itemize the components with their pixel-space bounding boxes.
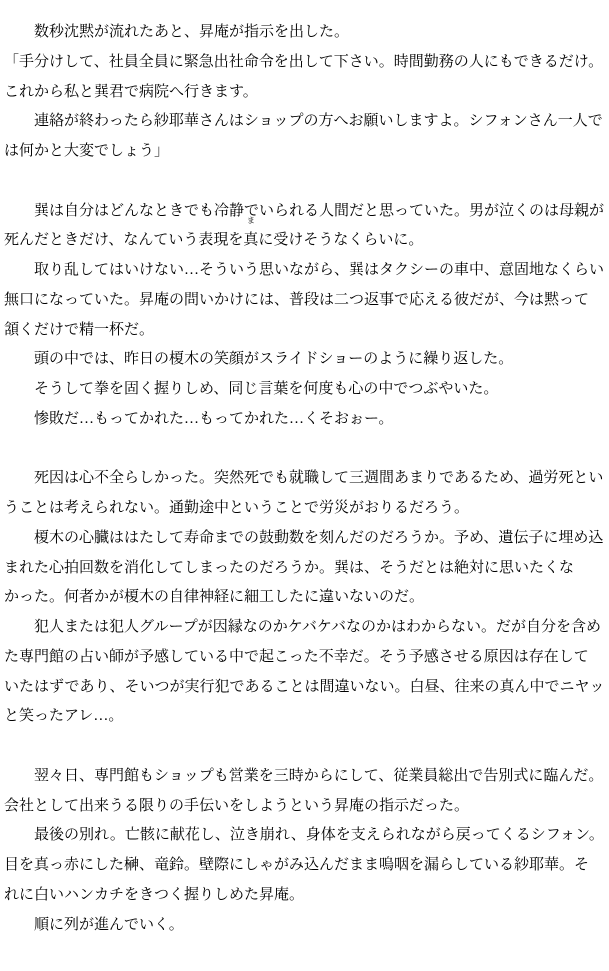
text-line: た専門館の占い師が予感している中で起こった不幸だ。そう予感させる原因は存在して bbox=[4, 648, 589, 665]
text-line: これから私と巽君で病院へ行きます。 bbox=[4, 83, 258, 100]
text-line: 巽は自分はどんなときでも冷静でいられる人間だと思っていた。男が泣くのは母親が bbox=[4, 202, 605, 219]
text-line: いたはずであり、そいつが実行犯であることは間違いない。白昼、往来の真ん中でニヤッ bbox=[4, 678, 605, 695]
text-line: 惨敗だ…もってかれた…もってかれた…くそおぉー。 bbox=[4, 410, 394, 427]
text-line: 数秒沈黙が流れたあと、昇庵が指示を出した。 bbox=[4, 24, 350, 40]
ruby-annotation: ま bbox=[246, 216, 255, 226]
text-line: れに白いハンカチをきつく握りしめた昇庵。 bbox=[4, 886, 305, 903]
text-line: は何かと大変でしょう」 bbox=[4, 143, 170, 159]
text-line: 順に列が進んでいく。 bbox=[4, 916, 184, 933]
text-line: 死因は心不全らしかった。突然死でも就職して三週間あまりであるため、過労死とい bbox=[4, 470, 604, 487]
paragraph bbox=[4, 18, 605, 167]
paragraph bbox=[4, 197, 605, 435]
text-line: かった。何者かが榎木の自律神経に細工したに違いないのだ。 bbox=[4, 589, 425, 606]
ruby-base bbox=[243, 216, 259, 256]
text-line-with-ruby bbox=[4, 216, 605, 256]
text-line: まれた心拍回数を消化してしまったのだろうか。巽は、そうだとは絶対に思いたくな bbox=[4, 559, 575, 576]
text-line: 目を真っ赤にした榊、竜鈴。壁際にしゃがみ込んだまま嗚咽を漏らしている紗耶華。そ bbox=[4, 857, 590, 873]
text-line: 無口になっていた。昇庵の問いかけには、普段は二つ返事で応える彼だが、今は黙って bbox=[4, 291, 590, 308]
text-line: そうして拳を固く握りしめ、同じ言葉を何度も心の中でつぶやいた。 bbox=[4, 381, 499, 397]
paragraph bbox=[4, 464, 605, 732]
ruby-base-char: 真 bbox=[243, 232, 259, 249]
paragraph bbox=[4, 762, 605, 941]
text-line: 頭の中では、昨日の榎木の笑顔がスライドショーのように繰り返した。 bbox=[4, 351, 514, 368]
ruby-after-text: に受けそうなくらいに。 bbox=[258, 232, 424, 249]
text-line: 翌々日、専門館もショップも営業を三時からにして、従業員総出で告別式に臨んだ。 bbox=[4, 767, 604, 784]
text-line: 最後の別れ。亡骸に献花し、泣き崩れ、身体を支えられながら戻ってくるシフォン。 bbox=[4, 827, 604, 844]
text-line: 犯人または犯人グループが因縁なのかケバケバなのかはわからない。だが自分を含め bbox=[4, 619, 602, 635]
text-line: と笑ったアレ…。 bbox=[4, 708, 124, 725]
text-line: 会社として出来うる限りの手伝いをしようという昇庵の指示だった。 bbox=[4, 797, 470, 814]
text-line: 「手分けして、社員全員に緊急出社命令を出して下さい。時間勤務の人にもできるだけ。 bbox=[4, 53, 604, 70]
text-line: 連絡が終わったら紗耶華さんはショップの方へお願いしますよ。シフォンさん一人で bbox=[4, 113, 603, 130]
ruby-before-text: 死んだときだけ、なんていう表現を bbox=[4, 232, 244, 249]
text-line: 頷くだけで精一杯だ。 bbox=[4, 321, 155, 338]
text-line: 榎木の心臓ははたして寿命までの鼓動数を刻んだのだろうか。予め、遺伝子に埋め込 bbox=[4, 529, 604, 546]
text-line: うことは考えられない。通勤途中ということで労災がおりるだろう。 bbox=[4, 500, 470, 516]
text-line: 取り乱してはいけない…そういう思いながら、巽はタクシーの車中、意固地なくらい bbox=[4, 262, 605, 278]
